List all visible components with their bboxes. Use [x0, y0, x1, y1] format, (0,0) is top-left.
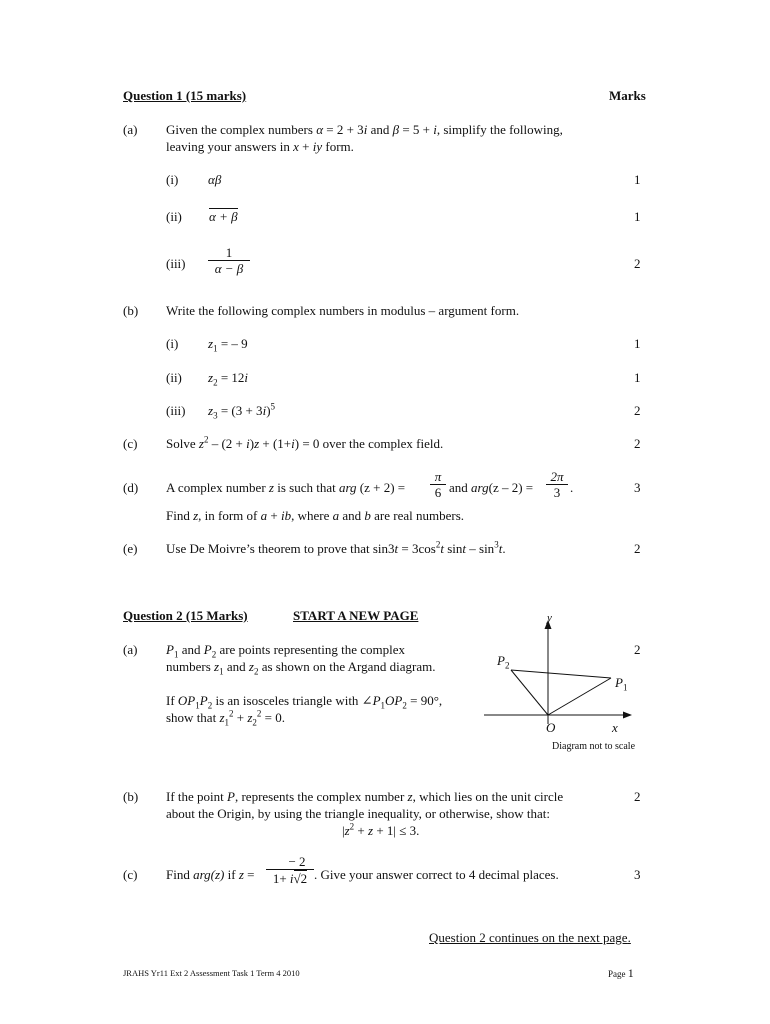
q1b-iii-label: (iii): [166, 403, 186, 418]
q1d-fraction-1: π 6: [430, 470, 446, 501]
q1d-line1-b: and arg(z – 2) =: [449, 480, 534, 495]
q2a-line1: $P_1$ and $P_2$ are points representing the complex: [166, 642, 405, 660]
q1b-ii-mark: 1: [634, 370, 641, 385]
q1a-line2: leaving your answers in x + iy form.: [166, 139, 354, 154]
q2a-line3: If $OP_1P_2$ is an isosceles triangle with $\angle P_1OP_2 = 90^\circ$,: [166, 693, 443, 711]
segment-o-p2: [511, 670, 548, 715]
q1e-label: (e): [123, 541, 138, 556]
q1d-line2: Find z, in form of a + ib, where a and b are real numbers.: [166, 508, 465, 523]
continues-note: Question 2 continues on the next page.: [429, 930, 631, 945]
q1c-mark: 2: [634, 436, 641, 451]
q2c-mark: 3: [634, 867, 641, 882]
q1a-i-mark: 1: [634, 172, 641, 187]
q1a-i-expr: αβ: [208, 172, 222, 187]
q1c-text: Solve $z^2 - (2 + i)z + (1+i) = 0$ over the complex field.: [166, 434, 444, 451]
q2-heading: Question 2 (15 Marks): [123, 608, 248, 623]
q2c-fraction: − 2 1+ i√2: [266, 854, 314, 888]
q1b-iii-mark: 2: [634, 403, 641, 418]
footer-left: JRAHS Yr11 Ext 2 Assessment Task 1 Term 4 2010: [123, 968, 300, 978]
q2a-line4: show that $z_1^2 + z_2^2 = 0$.: [166, 708, 286, 728]
q1a-iii-label: (iii): [166, 256, 186, 271]
q1a-iii-mark: 2: [634, 256, 641, 271]
q2b-mark: 2: [634, 789, 641, 804]
q2c-label: (c): [123, 867, 138, 882]
segment-o-p1: [548, 678, 611, 715]
q1d-label: (d): [123, 480, 139, 495]
q1b-i-expr: $z_1$ = – 9: [208, 336, 248, 354]
q2c-pre: Find arg(z) if z =: [166, 867, 255, 882]
q1b-ii-label: (ii): [166, 370, 182, 385]
q1b-ii-expr: $z_2 = 12i$: [208, 370, 249, 388]
q1b-i-mark: 1: [634, 336, 641, 351]
x-axis-arrow: [623, 712, 632, 719]
origin-label: O: [546, 720, 556, 735]
q2b-line1: If the point P, represents the complex number z, which lies on the unit circle: [166, 789, 564, 804]
q1a-line1: Given the complex numbers α = 2 + 3i and β = 5 + i, simplify the following,: [166, 122, 563, 137]
p1-label: $P_1$: [615, 675, 628, 693]
q1c-label: (c): [123, 436, 138, 451]
q1a-iii-fraction: 1 $\overline{\alpha} - \beta$: [208, 245, 250, 277]
q2a-mark: 2: [634, 642, 641, 657]
q1b-iii-expr: $z_3 = (3 + 3i)^5$: [208, 401, 276, 421]
q2b-inequality: $|z^2 + z + 1| \le 3$.: [342, 821, 420, 838]
q1a-i-label: (i): [166, 172, 179, 187]
q2b-label: (b): [123, 789, 139, 804]
marks-heading: Marks: [609, 88, 646, 103]
q1d-fraction-2: 2π 3: [546, 470, 568, 501]
q1e-text: Use De Moivre’s theorem to prove that $\sin 3t = 3\cos^2t$ sint – $\sin^3t$.: [166, 539, 506, 556]
q1d-end: .: [570, 480, 574, 495]
q1d-mark: 3: [634, 480, 641, 495]
x-axis-label: x: [612, 720, 618, 735]
q1d-line1-a: A complex number z is such that arg (z + 2) =: [166, 480, 406, 495]
footer-page: Page 1: [608, 966, 634, 980]
q1a-ii-label: (ii): [166, 209, 182, 224]
q1b-i-label: (i): [166, 336, 179, 351]
q1a-ii-expr: α + β: [209, 209, 238, 224]
q1e-mark: 2: [634, 541, 641, 556]
q2a-label: (a): [123, 642, 138, 657]
q2b-line2: about the Origin, by using the triangle inequality, or otherwise, show that:: [166, 806, 551, 821]
p2-label: $P_2$: [497, 653, 510, 671]
q1b-label: (b): [123, 303, 139, 318]
q1-heading: Question 1 (15 marks): [123, 88, 247, 103]
start-new-page: START A NEW PAGE: [293, 608, 419, 623]
q1a-label: (a): [123, 122, 138, 137]
y-axis-label: y: [547, 612, 552, 624]
diagram-caption: Diagram not to scale: [552, 741, 636, 752]
q2a-line2: numbers $z_1$ and $z_2$ as shown on the Argand diagram.: [166, 659, 436, 677]
segment-p1-p2: [511, 670, 611, 678]
q1a-ii-mark: 1: [634, 209, 641, 224]
q1b-text: Write the following complex numbers in modulus – argument form.: [166, 303, 520, 318]
q2c-post: . Give your answer correct to 4 decimal places.: [314, 867, 559, 882]
